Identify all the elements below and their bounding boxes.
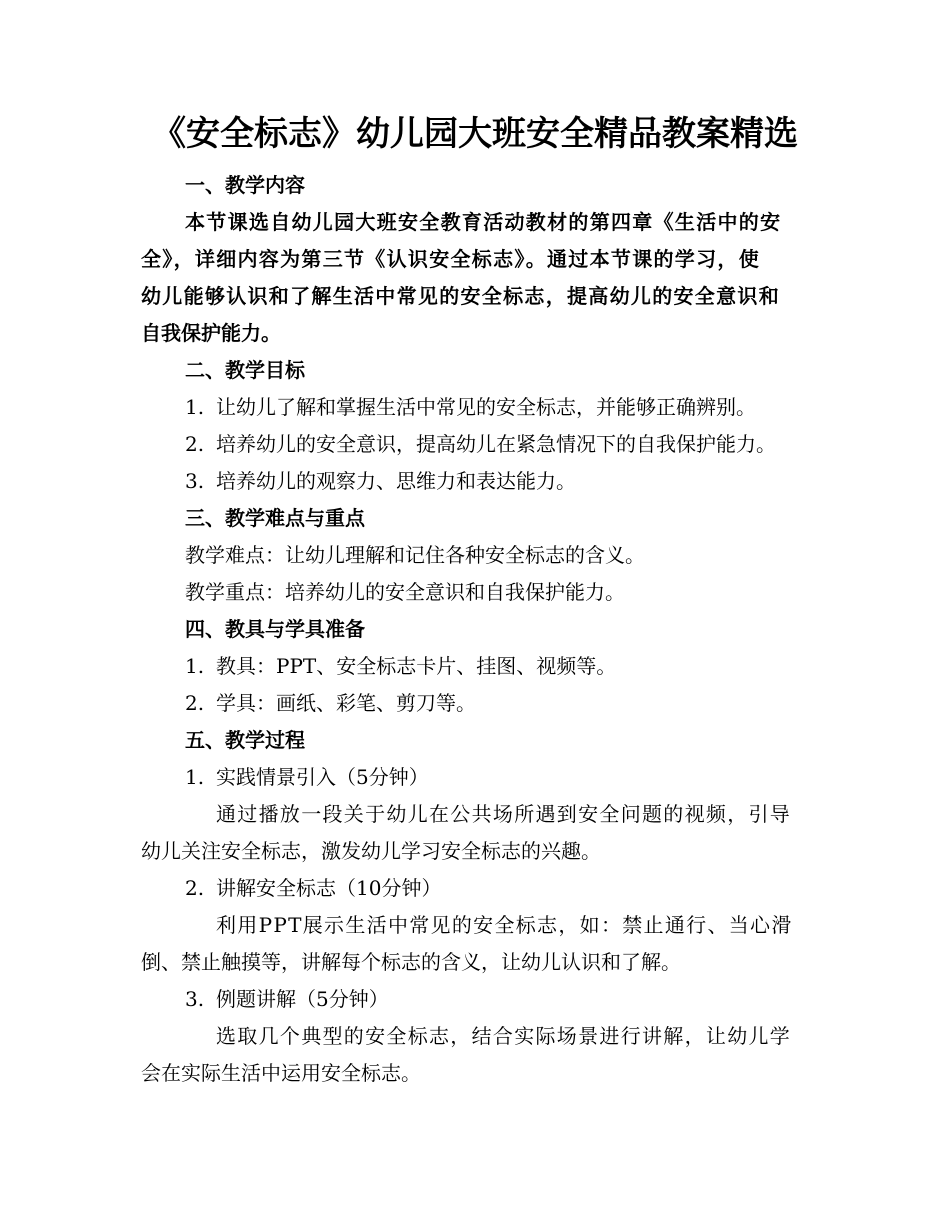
list-text: 学具：画纸、彩笔、剪刀等。 <box>216 691 476 715</box>
section-heading-materials: 四、教具与学具准备 <box>185 617 365 641</box>
key-point-line: 教学重点：培养幼儿的安全意识和自我保护能力。 <box>185 580 625 604</box>
list-number: 3. <box>185 987 205 1011</box>
step-title-text: 例题讲解（5分钟） <box>216 987 389 1011</box>
section-heading-content: 一、教学内容 <box>185 173 305 197</box>
step-paragraph-line: 通过播放一段关于幼儿在公共场所遇到安全问题的视频，引导 <box>216 802 792 826</box>
difficulty-line: 教学难点：让幼儿理解和记住各种安全标志的含义。 <box>185 543 645 567</box>
section-heading-goals: 二、教学目标 <box>185 358 305 382</box>
list-item <box>185 467 576 495</box>
process-step-title <box>185 985 389 1013</box>
step-title-text: 讲解安全标志（10分钟） <box>216 876 442 900</box>
list-number: 2. <box>185 432 205 456</box>
list-number: 2. <box>185 876 205 900</box>
list-text: 教具：PPT、安全标志卡片、挂图、视频等。 <box>216 654 617 678</box>
step-title-text: 实践情景引入（5分钟） <box>216 765 429 789</box>
list-text: 让幼儿了解和掌握生活中常见的安全标志，并能够正确辨别。 <box>216 395 756 419</box>
list-number: 3. <box>185 469 205 493</box>
section-heading-process: 五、教学过程 <box>185 728 305 752</box>
list-item <box>185 652 616 680</box>
content-paragraph-line: 本节课选自幼儿园大班安全教育活动教材的第四章《生活中的安 <box>185 210 782 234</box>
process-step-title <box>185 874 441 902</box>
list-text: 培养幼儿的观察力、思维力和表达能力。 <box>216 469 576 493</box>
list-item <box>185 689 476 717</box>
step-paragraph-line: 幼儿关注安全标志，激发幼儿学习安全标志的兴趣。 <box>141 839 601 863</box>
step-paragraph-line: 利用PPT展示生活中常见的安全标志，如：禁止通行、当心滑 <box>216 913 793 937</box>
document-title: 《安全标志》幼儿园大班安全精品教案精选 <box>152 114 798 154</box>
list-item <box>185 393 756 421</box>
list-text: 培养幼儿的安全意识，提高幼儿在紧急情况下的自我保护能力。 <box>216 432 776 456</box>
content-paragraph-line: 自我保护能力。 <box>141 321 281 345</box>
step-paragraph-line: 倒、禁止触摸等，讲解每个标志的含义，让幼儿认识和了解。 <box>141 950 681 974</box>
list-item <box>185 430 776 458</box>
list-number: 1. <box>185 395 205 419</box>
list-number: 1. <box>185 654 205 678</box>
step-paragraph-line: 选取几个典型的安全标志，结合实际场景进行讲解，让幼儿学 <box>216 1024 792 1048</box>
step-paragraph-line: 会在实际生活中运用安全标志。 <box>141 1061 421 1085</box>
content-paragraph-line: 幼儿能够认识和了解生活中常见的安全标志，提高幼儿的安全意识和 <box>141 284 780 308</box>
process-step-title <box>185 763 429 791</box>
section-heading-difficulties: 三、教学难点与重点 <box>185 506 365 530</box>
content-paragraph-line: 全》，详细内容为第三节《认识安全标志》。通过本节课的学习，使 <box>141 247 760 271</box>
list-number: 2. <box>185 691 205 715</box>
list-number: 1. <box>185 765 205 789</box>
